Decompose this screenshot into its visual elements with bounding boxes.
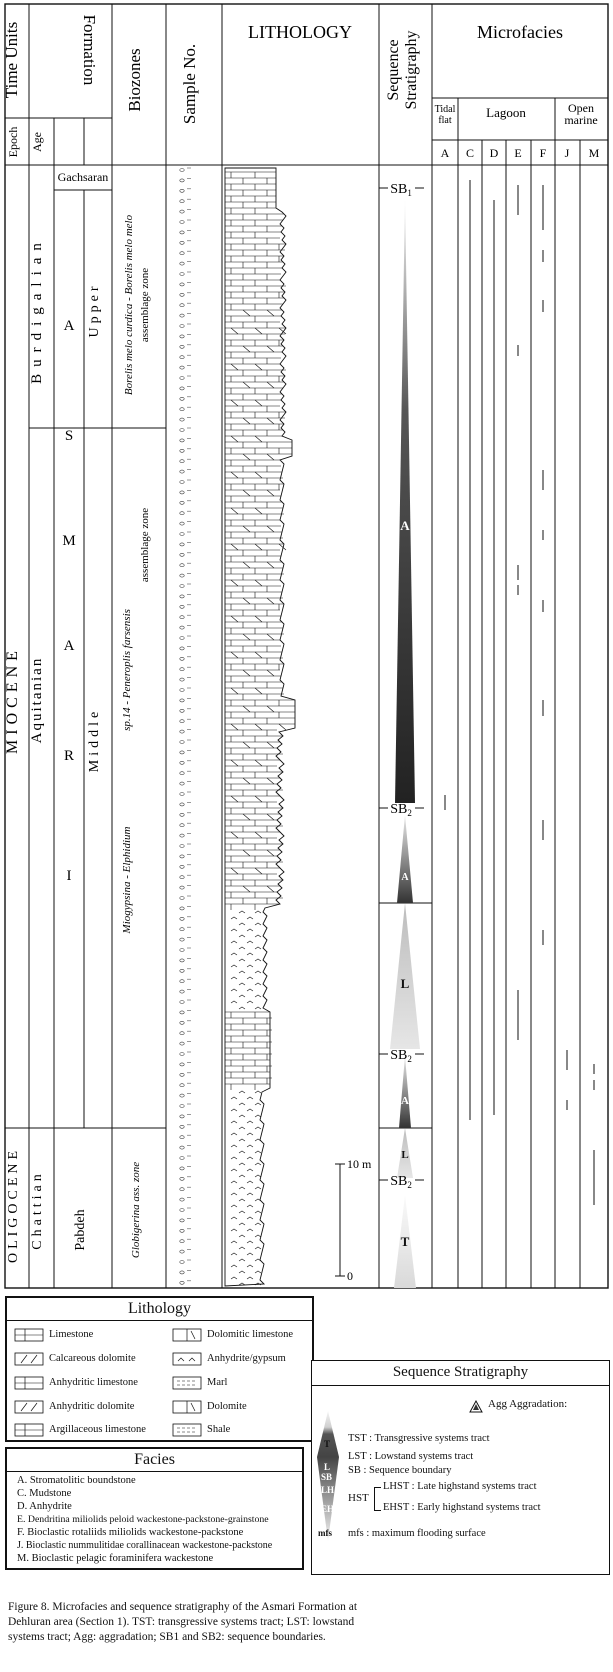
sample-marker (180, 990, 184, 993)
asmari-letter: I (66, 868, 72, 884)
sample-marker (180, 356, 184, 359)
tract-letter-a1: A (400, 518, 410, 533)
sample-marker (180, 1094, 184, 1097)
sample-marker (180, 335, 184, 338)
sample-marker (180, 824, 184, 827)
legend-marl: Marl (207, 1377, 228, 1388)
sample-marker (180, 273, 184, 276)
sample-marker (180, 533, 184, 536)
sample-marker (180, 293, 184, 296)
facies-letter-d: D (489, 146, 499, 160)
legend-swatch (15, 1401, 43, 1413)
sample-marker (180, 605, 184, 608)
header-tidal-flat-2: flat (438, 115, 452, 126)
header-sequence-line2: Stratigraphy (403, 30, 420, 110)
sample-marker (180, 491, 184, 494)
sample-marker (180, 845, 184, 848)
tract-letter-a2: A (401, 872, 409, 883)
epoch-oligocene: OLIGOCENE (6, 1146, 21, 1264)
legend-dolomitic-limestone: Dolomitic limestone (207, 1329, 294, 1340)
member-upper: Upper (87, 282, 102, 338)
sample-marker (180, 460, 184, 463)
sample-marker (180, 793, 184, 796)
facies-letter-f: F (539, 146, 547, 160)
facies-letter-headers (441, 146, 600, 160)
sample-marker (180, 210, 184, 213)
sb2-label-c: $SB_2$ (390, 1174, 412, 1190)
sample-marker (180, 470, 184, 473)
scale-top-label: 10 m (347, 1157, 372, 1171)
legend-tri-eh: EH (321, 1504, 335, 1514)
sb1-label: $SB_1$ (390, 182, 412, 198)
legend-anhydritic-dolomite: Anhydritic dolomite (49, 1401, 135, 1412)
legend-limestone: Limestone (49, 1329, 94, 1340)
legend-ehst: EHST : Early highstand systems tract (383, 1502, 541, 1513)
legend-shale: Shale (207, 1424, 231, 1435)
header-age: Age (30, 132, 44, 152)
sample-marker (180, 1229, 184, 1232)
sample-marker (180, 969, 184, 972)
sample-marker (180, 179, 184, 182)
scale-bar (335, 1164, 345, 1276)
sample-marker (180, 1281, 184, 1284)
sample-marker (180, 397, 184, 400)
facies-legend (5, 1447, 304, 1570)
sample-marker (180, 637, 184, 640)
sample-marker (180, 481, 184, 484)
asmari-letter: S (64, 428, 74, 444)
tract-letter-t: T (400, 1234, 410, 1249)
caption-line-3: systems tract; Agg: aggradation; SB1 and SB2: sequence boundaries. (8, 1631, 326, 1643)
header-tidal-flat-1: Tidal (434, 104, 456, 115)
facies-item-c: C. Mudstone (17, 1488, 72, 1499)
sample-marker (180, 1021, 184, 1024)
facies-legend-title: Facies (134, 1451, 175, 1468)
sample-marker (180, 689, 184, 692)
sample-marker (180, 1053, 184, 1056)
sample-marker (180, 938, 184, 941)
asmari-letter: A (63, 638, 75, 654)
biozone-borelis-2: assemblage zone (139, 267, 151, 343)
legend-swatch (173, 1377, 201, 1389)
sample-marker (180, 626, 184, 629)
sample-marker (180, 314, 184, 317)
facies-letter-a: A (440, 146, 450, 160)
sample-marker (180, 449, 184, 452)
sequence-triangles (390, 200, 420, 1288)
header-epoch: Epoch (6, 126, 20, 158)
legend-tri-lh: LH (321, 1485, 335, 1495)
sample-marker (180, 897, 184, 900)
sample-marker (180, 1084, 184, 1087)
sample-marker (180, 949, 184, 952)
sample-marker (180, 169, 184, 172)
tract-letter-l1: L (400, 976, 410, 991)
age-aquitanian: Aquitanian (29, 656, 45, 744)
sample-marker (180, 595, 184, 598)
sample-marker (180, 418, 184, 421)
sample-marker (180, 1063, 184, 1066)
sb2-label-b: $SB_2$ (390, 1048, 412, 1064)
biozone-miogypsina-2: sp.14 - Peneroplis farsensis (121, 609, 133, 731)
biozone-miogypsina-1: Miogypsina - Elphidium (121, 826, 133, 934)
asmari-letter: M (62, 533, 76, 549)
facies-letter-e: E (514, 146, 522, 160)
sample-marker (180, 1042, 184, 1045)
sample-marker (180, 1209, 184, 1212)
sample-marker (180, 772, 184, 775)
facies-item-a: A. Stromatolitic boundstone (17, 1475, 136, 1486)
header-time-units: Time Units (2, 21, 21, 99)
legend-dolomite: Dolomite (207, 1401, 247, 1412)
sample-marker (180, 262, 184, 265)
header-open-marine-2: marine (564, 113, 598, 127)
sample-marker (180, 1136, 184, 1139)
sample-marker (180, 1240, 184, 1243)
sample-marker (180, 917, 184, 920)
lithology-legend (5, 1296, 314, 1442)
sample-marker (180, 564, 184, 567)
sample-marker (180, 616, 184, 619)
sample-marker (180, 366, 184, 369)
age-chattian: Chattian (30, 1170, 45, 1250)
sample-marker (180, 1250, 184, 1253)
sample-marker (180, 1032, 184, 1035)
biozone-miogypsina-3: assemblage zone (139, 507, 151, 583)
sample-marker (180, 1261, 184, 1264)
sample-marker (180, 1157, 184, 1160)
sample-marker (180, 1115, 184, 1118)
sample-marker (180, 429, 184, 432)
legend-agg: Agg Aggradation: (488, 1398, 568, 1410)
sample-marker (180, 699, 184, 702)
sample-number-column (180, 168, 191, 1284)
tract-agg-3 (399, 1056, 411, 1128)
legend-tst: TST : Transgressive systems tract (348, 1433, 490, 1444)
sample-marker (180, 522, 184, 525)
sample-marker (180, 959, 184, 962)
header-formation: Formation (80, 14, 99, 86)
age-burdigalian: Burdigalian (29, 236, 45, 384)
sample-marker (180, 980, 184, 983)
sample-marker (180, 1177, 184, 1180)
sample-marker (180, 221, 184, 224)
sample-marker (180, 855, 184, 858)
tract-letter-a3: A (401, 1095, 409, 1107)
tract-letter-l2: L (401, 1149, 409, 1161)
facies-letter-c: C (465, 146, 475, 160)
sample-marker (180, 408, 184, 411)
legend-calcareous-dolomite: Calcareous dolomite (49, 1353, 136, 1364)
sample-marker (180, 876, 184, 879)
header-lithology: LITHOLOGY (248, 22, 352, 42)
sample-marker (180, 1146, 184, 1149)
asmari-letter: R (63, 748, 75, 764)
sample-marker (180, 803, 184, 806)
microfacies-marks (445, 180, 594, 1205)
sample-marker (180, 1271, 184, 1274)
lithology-legend-swatches (7, 1298, 312, 1440)
caption-line-1: Figure 8. Microfacies and sequence stratigraphy of the Asmari Formation at (8, 1601, 358, 1613)
asmari-letter: A (63, 318, 75, 334)
sample-marker (180, 501, 184, 504)
figure-caption (8, 1600, 528, 1645)
header-sample-no: Sample No. (180, 43, 199, 125)
legend-tri-mfs: mfs (318, 1528, 332, 1538)
sample-marker (180, 761, 184, 764)
header-biozones: Biozones (125, 48, 144, 112)
sample-marker (180, 1167, 184, 1170)
sample-marker (180, 189, 184, 192)
sample-marker (180, 678, 184, 681)
tract-agg-2 (397, 815, 413, 903)
legend-tri-sb: SB (321, 1472, 333, 1482)
sample-marker (180, 1125, 184, 1128)
lithology-column (225, 168, 295, 1286)
sample-marker (180, 647, 184, 650)
sample-marker (180, 865, 184, 868)
sample-marker (180, 1219, 184, 1222)
legend-sb: SB : Sequence boundary (348, 1465, 452, 1476)
header-open-marine-1: Open (568, 101, 594, 115)
legend-mfs: mfs : maximum flooding surface (348, 1528, 486, 1539)
sample-marker (180, 709, 184, 712)
facies-item-e: E. Dendritina miliolids peloid wackestone-packstone-grainstone (17, 1514, 269, 1525)
sample-marker (180, 304, 184, 307)
legend-lhst: LHST : Late highstand systems tract (383, 1481, 537, 1492)
sample-marker (180, 325, 184, 328)
sample-marker (180, 886, 184, 889)
sample-marker (180, 813, 184, 816)
legend-lst: LST : Lowstand systems tract (348, 1451, 474, 1462)
sb2-label-a: $SB_2$ (390, 802, 412, 818)
sample-marker (180, 751, 184, 754)
sample-marker (180, 512, 184, 515)
sequence-legend-title: Sequence Stratigraphy (392, 1364, 529, 1380)
facies-letter-m: M (588, 146, 600, 160)
header-microfacies: Microfacies (477, 22, 563, 42)
sample-marker (180, 730, 184, 733)
sample-marker (180, 741, 184, 744)
legend-swatch (15, 1353, 43, 1365)
caption-line-2: Dehluran area (Section 1). TST: transgressive systems tract; LST: lowstand (8, 1616, 355, 1628)
sample-marker (180, 553, 184, 556)
sample-marker (180, 1011, 184, 1014)
legend-swatch (173, 1353, 201, 1365)
legend-tri-t: T (324, 1439, 331, 1449)
tract-agg-1 (395, 200, 415, 803)
sample-marker (180, 231, 184, 234)
header-sequence-line1: Sequence (385, 39, 402, 101)
facies-item-j: J. Bioclastic nummulitidae corallinacean wackestone-packstone (17, 1540, 273, 1551)
formation-pabdeh: Pabdeh (73, 1209, 88, 1251)
sample-marker (180, 834, 184, 837)
sample-marker (180, 200, 184, 203)
sample-marker (180, 439, 184, 442)
facies-item-m: M. Bioclastic pelagic foraminifera wackestone (17, 1553, 214, 1564)
lithology-outline (225, 168, 295, 1286)
sample-marker (180, 377, 184, 380)
legend-swatch (173, 1424, 201, 1436)
facies-item-d: D. Anhydrite (17, 1501, 72, 1512)
biozone-borelis-1: Borelis melo curdica - Borelis melo melo (123, 214, 135, 396)
sample-marker (180, 543, 184, 546)
scale-bottom-label: 0 (347, 1269, 353, 1283)
sample-marker (180, 657, 184, 660)
sample-marker (180, 574, 184, 577)
header-lagoon: Lagoon (486, 105, 526, 120)
sample-marker (180, 1105, 184, 1108)
sample-marker (180, 782, 184, 785)
sample-marker (180, 1198, 184, 1201)
sample-marker (180, 907, 184, 910)
sample-marker (180, 1073, 184, 1076)
sample-marker (180, 252, 184, 255)
facies-letter-j: J (564, 146, 570, 160)
sample-marker (180, 1001, 184, 1004)
formation-gachsaran: Gachsaran (57, 170, 109, 184)
legend-hst: HST (348, 1492, 369, 1504)
facies-item-f: F. Bioclastic rotaliids miliolids wackestone-packstone (17, 1527, 244, 1538)
epoch-miocene: MIOCENE (4, 646, 21, 754)
sample-marker (180, 241, 184, 244)
sample-marker (180, 345, 184, 348)
sample-marker (180, 585, 184, 588)
lithology-legend-title: Lithology (127, 1300, 192, 1317)
biozone-globigerina: Globigerina ass. zone (130, 1161, 142, 1259)
legend-anhydritic-limestone: Anhydritic limestone (49, 1377, 138, 1388)
sample-marker (180, 928, 184, 931)
formation-asmari (62, 318, 75, 884)
sequence-legend (311, 1360, 610, 1575)
member-middle: Middle (87, 707, 102, 773)
sample-marker (180, 1188, 184, 1191)
sample-marker (180, 387, 184, 390)
sample-marker (180, 720, 184, 723)
legend-anhydrite-gypsum: Anhydrite/gypsum (207, 1353, 286, 1364)
legend-argillaceous-limestone: Argillaceous limestone (49, 1424, 146, 1435)
sample-marker (180, 283, 184, 286)
sample-marker (180, 668, 184, 671)
legend-tri-l: L (324, 1462, 331, 1472)
